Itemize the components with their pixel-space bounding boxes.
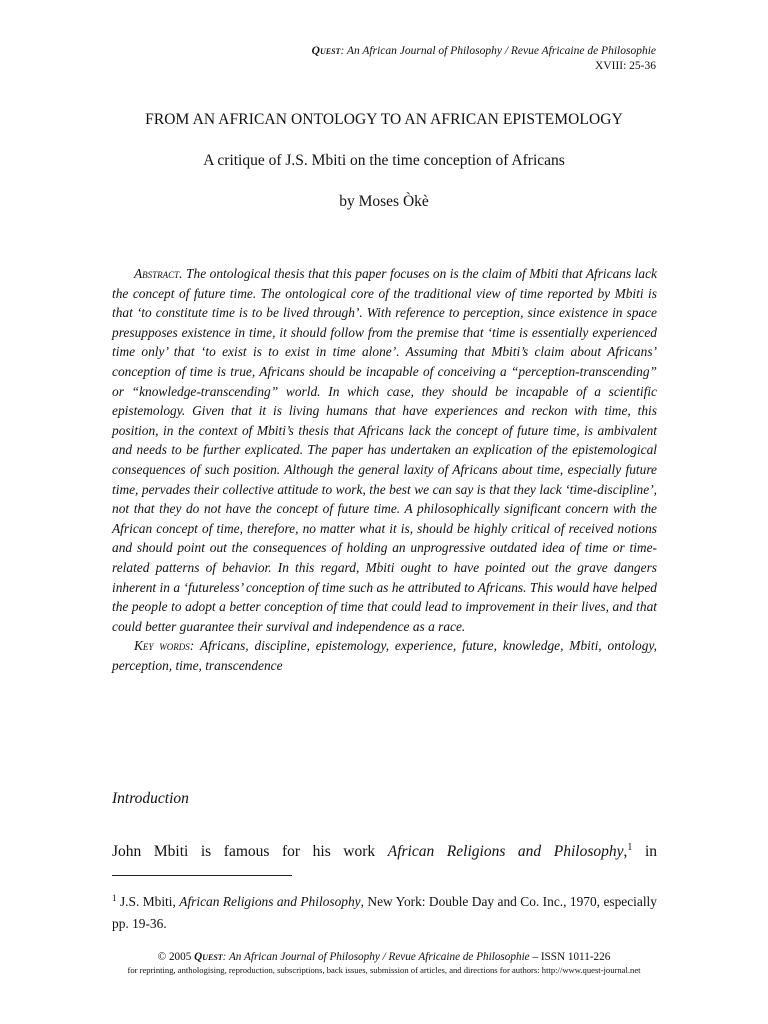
body-book-title: African Religions and Philosophy (387, 843, 624, 860)
footer-issn: – ISSN 1011-226 (529, 951, 611, 963)
keywords-text: Africans, discipline, epistemology, experience, future, knowledge, Mbiti, ontology, perception, time, transcendence (112, 638, 657, 673)
article-byline: by Moses Òkè (339, 193, 429, 210)
volume-pages: XVIII: 25-36 (595, 60, 656, 72)
keywords-paragraph (112, 636, 657, 675)
article-title: FROM AN AFRICAN ONTOLOGY TO AN AFRICAN EPISTEMOLOGY (145, 111, 623, 128)
footnote-book-title: African Religions and Philosophy (179, 894, 361, 909)
body-text-end: in (632, 843, 658, 860)
footer-copyright-prefix: © 2005 (157, 951, 195, 963)
section-heading-introduction: Introduction (112, 790, 189, 807)
footer-note: for reprinting, anthologising, reproduction, subscriptions, back issues, submission of articles, and directions for authors: http://www.quest-journal.net (127, 965, 641, 975)
page-footer (0, 950, 768, 976)
abstract-paragraph (112, 264, 657, 636)
footer-journal-name: Quest (194, 951, 223, 963)
journal-name: Quest (311, 45, 341, 57)
footer-journal-subtitle: : An African Journal of Philosophy / Revue Africaine de Philosophie (222, 951, 530, 963)
footnote-rest: , New York: Double Day and Co. Inc., 1970, especially pp. 19-36. (112, 894, 657, 931)
abstract-text: The ontological thesis that this paper focuses on is the claim of Mbiti that Africans lack the concept of future time. The ontological core of the traditional view of time reported by Mbiti is that ‘to constitute time is to be lived through’. With reference to perception, since existence in space presupposes existence in time, it should follow from the premise that ‘time is essentially experienced time only’ that ‘to exist is to exist in time alone’. Assuming that Mbiti’s claim about Africans’ conception of time is true, Africans should be incapable of conceiving a “perception-transcending” or “knowledge-transcending” world. In which case, they should be incapable of a scientific epistemology. Given that it is living humans that have experiences and reckon with time, this position, in the context of Mbiti’s thesis that Africans lack the concept of future time, is ambivalent and needs to be further explicated. The paper has undertaken an explication of the epistemological consequences of such position. Although the general laxity of Africans about time, especially future time, pervades their collective attitude to work, the best we can say is that they lack ‘time-discipline’, not that they do not have the concept of future time. A philosophically significant concern with the African concept of time, therefore, no matter what it is, should be highly critical of received notions and should point out the consequences of holding an unprogressive outdated idea of time or time-related patterns of behavior. In this regard, Mbiti ought to have pointed out the grave dangers inherent in a ‘futureless’ conception of time such as he attributed to Africans. This would have helped the people to adopt a better conception of time that could lead to improvement in their lives, and that could better guarantee their survival and independence as a race. (112, 266, 657, 634)
journal-line (312, 44, 656, 59)
keywords-label: Key words: (134, 638, 195, 654)
abstract-label: Abstract. (134, 266, 183, 281)
footer-copyright (0, 950, 768, 964)
body-comma: , (623, 843, 628, 860)
abstract (112, 264, 657, 675)
running-header (312, 44, 656, 74)
journal-subtitle: : An African Journal of Philosophy / Revue Africaine de Philosophie (340, 45, 656, 57)
footnote-author: J.S. Mbiti, (119, 894, 180, 909)
body-text-start: John Mbiti is famous for his work (112, 843, 388, 860)
footnote-reference[interactable]: 1 (627, 842, 633, 853)
footnote-divider (112, 875, 292, 876)
article-subtitle: A critique of J.S. Mbiti on the time conception of Africans (203, 152, 565, 169)
footnote (112, 887, 657, 935)
footnote-number: 1 (112, 893, 117, 903)
body-paragraph (112, 842, 657, 861)
